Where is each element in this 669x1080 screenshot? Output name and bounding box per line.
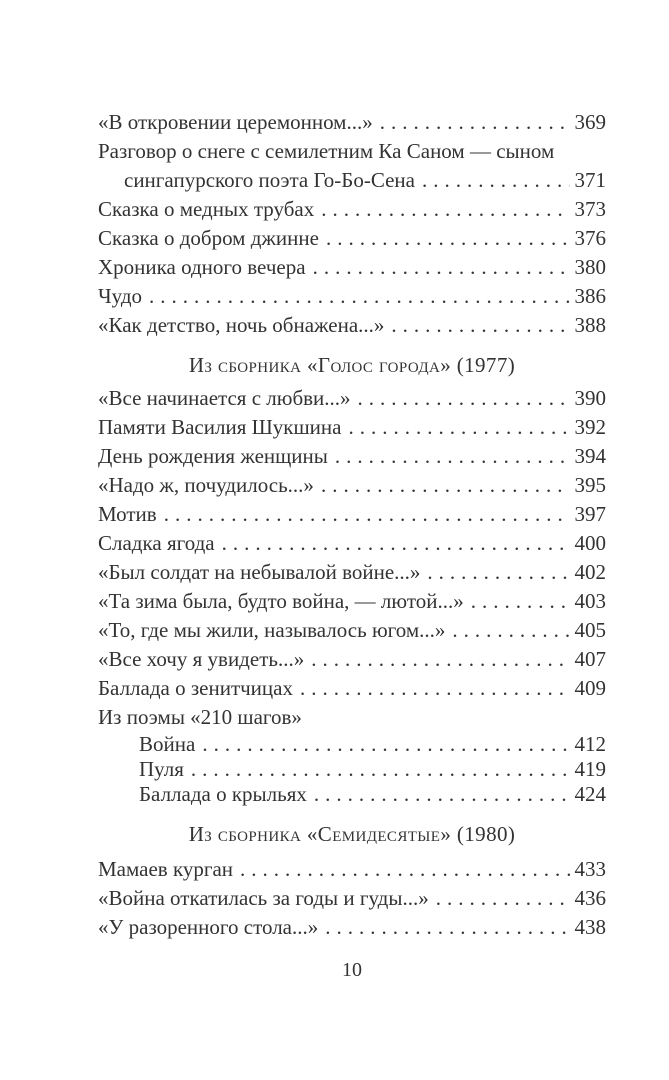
toc-entry-page: 390 bbox=[574, 386, 606, 410]
toc-entry-row bbox=[98, 282, 606, 311]
table-of-contents bbox=[98, 108, 606, 983]
toc-entry-title: «То, где мы жили, называлось югом...» bbox=[98, 618, 446, 642]
dot-leader bbox=[293, 674, 570, 703]
dot-leader bbox=[318, 913, 569, 942]
toc-entry-title: Мотив bbox=[98, 502, 157, 526]
toc-entry-title: «Был солдат на небывалой войне...» bbox=[98, 560, 421, 584]
dot-leader bbox=[415, 166, 570, 195]
toc-entry-title: Памяти Василия Шукшина bbox=[98, 415, 342, 439]
dot-leader bbox=[314, 471, 570, 500]
toc-entry-row bbox=[98, 195, 606, 224]
toc-entry-title: «Надо ж, почудилось...» bbox=[98, 473, 314, 497]
toc-entry-title: Хроника одного вечера bbox=[98, 255, 306, 279]
toc-entry-row bbox=[98, 471, 606, 500]
toc-entry-page: 386 bbox=[574, 284, 606, 308]
toc-entry-row bbox=[98, 674, 606, 703]
toc-entry-page: 388 bbox=[574, 313, 606, 337]
dot-leader bbox=[215, 529, 570, 558]
toc-entry-title: «Как детство, ночь обнажена...» bbox=[98, 313, 385, 337]
toc-entry-page: 409 bbox=[574, 676, 606, 700]
toc-entry-page: 392 bbox=[574, 415, 606, 439]
dot-leader bbox=[384, 311, 569, 340]
toc-entry-page: 395 bbox=[574, 473, 606, 497]
dot-leader bbox=[157, 500, 570, 529]
toc-entry-row bbox=[98, 384, 606, 413]
dot-leader bbox=[464, 587, 570, 616]
toc-entry-title: «В откровении церемонном...» bbox=[98, 110, 373, 134]
toc-entry-title: Из поэмы «210 шагов» bbox=[98, 705, 302, 729]
toc-entry-page: 438 bbox=[574, 915, 606, 939]
toc-entry-row bbox=[98, 913, 606, 942]
toc-entry-title: Сказка о медных трубах bbox=[98, 197, 315, 221]
toc-entry-row bbox=[98, 558, 606, 587]
toc-entry-row bbox=[98, 587, 606, 616]
toc-entry-row bbox=[98, 253, 606, 282]
section-header: Из сборника «Семидесятые» (1980) bbox=[188, 822, 516, 846]
toc-entry-title: Мамаев курган bbox=[98, 857, 234, 881]
toc-entry-title: Баллада о зенитчицах bbox=[98, 676, 293, 700]
toc-entry-row bbox=[98, 413, 606, 442]
dot-leader bbox=[184, 757, 570, 782]
toc-entry-page: 407 bbox=[574, 647, 606, 671]
toc-entry-title: «Война откатилась за годы и гуды...» bbox=[98, 886, 429, 910]
dot-leader bbox=[304, 645, 569, 674]
toc-entry-title: «Все хочу я увидеть...» bbox=[98, 647, 305, 671]
toc-entry-row bbox=[98, 137, 606, 166]
dot-leader bbox=[142, 282, 569, 311]
toc-entry-page: 436 bbox=[574, 886, 606, 910]
dot-leader bbox=[306, 253, 570, 282]
dot-leader bbox=[233, 855, 569, 884]
toc-entry-title: «Все начинается с любви...» bbox=[98, 386, 351, 410]
toc-entry-page: 397 bbox=[574, 502, 606, 526]
toc-entry-row bbox=[98, 500, 606, 529]
page-number: 10 bbox=[342, 959, 362, 981]
toc-entry-title: Разговор о снеге с семилетним Ка Саном — сыном bbox=[98, 139, 555, 163]
toc-entry-row bbox=[98, 108, 606, 137]
toc-entry-page: 403 bbox=[574, 589, 606, 613]
toc-subentry-row bbox=[98, 782, 606, 807]
toc-entry-row bbox=[98, 442, 606, 471]
toc-entry-page: 376 bbox=[574, 226, 606, 250]
toc-entry-page: 402 bbox=[574, 560, 606, 584]
dot-leader bbox=[351, 384, 570, 413]
toc-entry-title: Пуля bbox=[139, 757, 184, 781]
dot-leader bbox=[314, 195, 569, 224]
toc-subentry-row bbox=[98, 732, 606, 757]
dot-leader bbox=[195, 732, 569, 757]
dot-leader bbox=[341, 413, 569, 442]
toc-entry-title: «У разоренного стола...» bbox=[98, 915, 319, 939]
toc-entry-page: 394 bbox=[574, 444, 606, 468]
toc-entry-title: День рождения женщины bbox=[98, 444, 328, 468]
dot-leader bbox=[420, 558, 569, 587]
toc-entry-page: 380 bbox=[574, 255, 606, 279]
toc-subentry-row bbox=[98, 757, 606, 782]
dot-leader bbox=[373, 108, 570, 137]
toc-entry-title: Сладка ягода bbox=[98, 531, 215, 555]
toc-entry-page: 369 bbox=[574, 110, 606, 134]
toc-entry-title: Война bbox=[139, 732, 196, 756]
toc-entry-title: Сказка о добром джинне bbox=[98, 226, 319, 250]
dot-leader bbox=[319, 224, 570, 253]
toc-entry-row bbox=[98, 884, 606, 913]
section-header: Из сборника «Голос города» (1977) bbox=[188, 353, 516, 377]
toc-entry-row bbox=[98, 529, 606, 558]
toc-entry-row bbox=[98, 616, 606, 645]
toc-entry-page: 412 bbox=[574, 732, 606, 756]
toc-entry-page: 424 bbox=[574, 782, 606, 806]
toc-entry-title: Чудо bbox=[98, 284, 143, 308]
toc-entry-row bbox=[98, 311, 606, 340]
toc-entry-title: Баллада о крыльях bbox=[139, 782, 307, 806]
dot-leader bbox=[429, 884, 570, 913]
toc-entry-row bbox=[98, 703, 606, 732]
dot-leader bbox=[328, 442, 570, 471]
toc-entry-title: сингапурского поэта Го-Бо-Сена bbox=[124, 168, 415, 192]
toc-entry-page: 400 bbox=[574, 531, 606, 555]
toc-entry-page: 371 bbox=[574, 168, 606, 192]
toc-entry-page: 433 bbox=[574, 857, 606, 881]
dot-leader bbox=[445, 616, 569, 645]
toc-entry-row bbox=[98, 645, 606, 674]
toc-entry-row bbox=[98, 855, 606, 884]
toc-entry-page: 419 bbox=[574, 757, 606, 781]
toc-entry-title: «Та зима была, будто война, — лютой...» bbox=[98, 589, 464, 613]
dot-leader bbox=[307, 782, 570, 807]
toc-entry-page: 405 bbox=[574, 618, 606, 642]
toc-entry-row bbox=[98, 224, 606, 253]
toc-entry-page: 373 bbox=[574, 197, 606, 221]
toc-entry-row-continuation bbox=[98, 166, 606, 195]
